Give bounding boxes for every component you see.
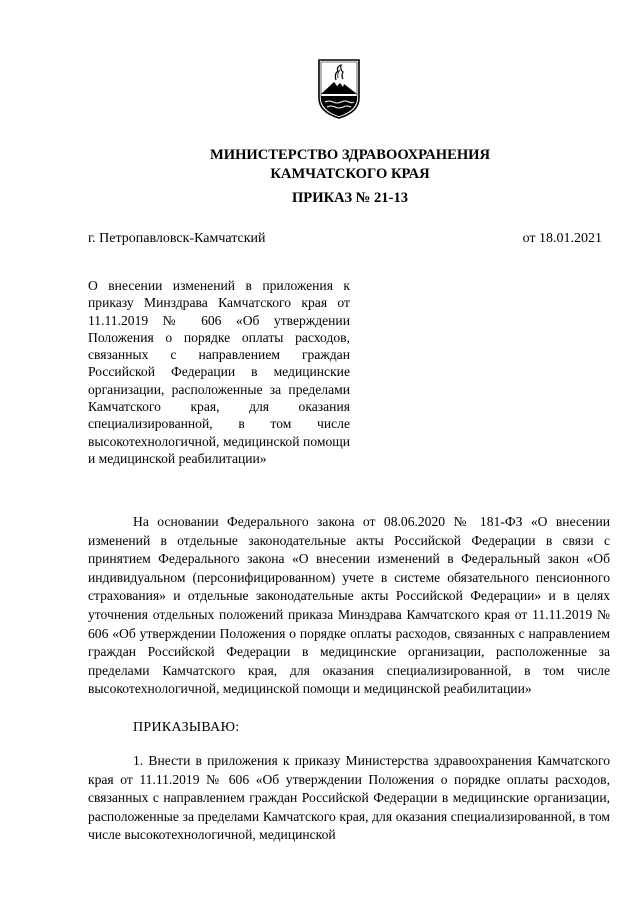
city-label: г. Петропавловск-Камчатский [88, 231, 266, 246]
ministry-name-line2: КАМЧАТСКОГО КРАЯ [270, 166, 430, 182]
preamble-paragraph: На основании Федерального закона от 08.06.2020 № 181-ФЗ «О внесении изменений в отдельные законодательные акты Российской Федерации в связи с принятием Федерального закона «О внесении изменений в Федеральный закон «Об индивидуальном (персонифицированном) учете в системе обязательного пенсионного страхования» и отдельные законодательные акты Российской Федерации» и в целях уточнения отдельных положений приказа Минздрава Камчатского края от 11.11.2019 № 606 «Об утверждении Положения о порядке оплаты расходов, связанных с направлением граждан Российской Федерации в медицинские организации, расположенные за пределами Камчатского края, для оказания специализированной, в том числе высокотехнологичной, медицинской помощи и медицинской реабилитации» [88, 514, 610, 697]
order-subject: О внесении изменений в приложения к приказу Минздрава Камчатского края от 11.11.2019 № 606 «Об утверждении Положения о порядке оплаты расходов, связанных с направлением граждан Российской Федерации в медицинские организации, расположенные за пределами Камчатского края, для оказания специализированной, в том числе высокотехнологичной, медицинской помощи и медицинской реабилитации» [88, 278, 350, 466]
order-title: ПРИКАЗ № 21-13 [291, 190, 409, 206]
kamchatka-coat-of-arms-icon [316, 58, 362, 120]
order-directive-word: ПРИКАЗЫВАЮ: [133, 720, 240, 735]
order-date: от 18.01.2021 [522, 231, 602, 246]
clause-1-paragraph: 1. Внести в приложения к приказу Министерства здравоохранения Камчатского края от 11.11.2019 № 606 «Об утверждении Положения о порядке оплаты расходов, связанных с направлением граждан Российской Федерации в медицинские организации, расположенные за пределами Камчатского края, для оказания специализированной, в том числе высокотехнологичной, медицинской [88, 753, 610, 843]
ministry-name-line1: МИНИСТЕРСТВО ЗДРАВООХРАНЕНИЯ [209, 147, 491, 163]
